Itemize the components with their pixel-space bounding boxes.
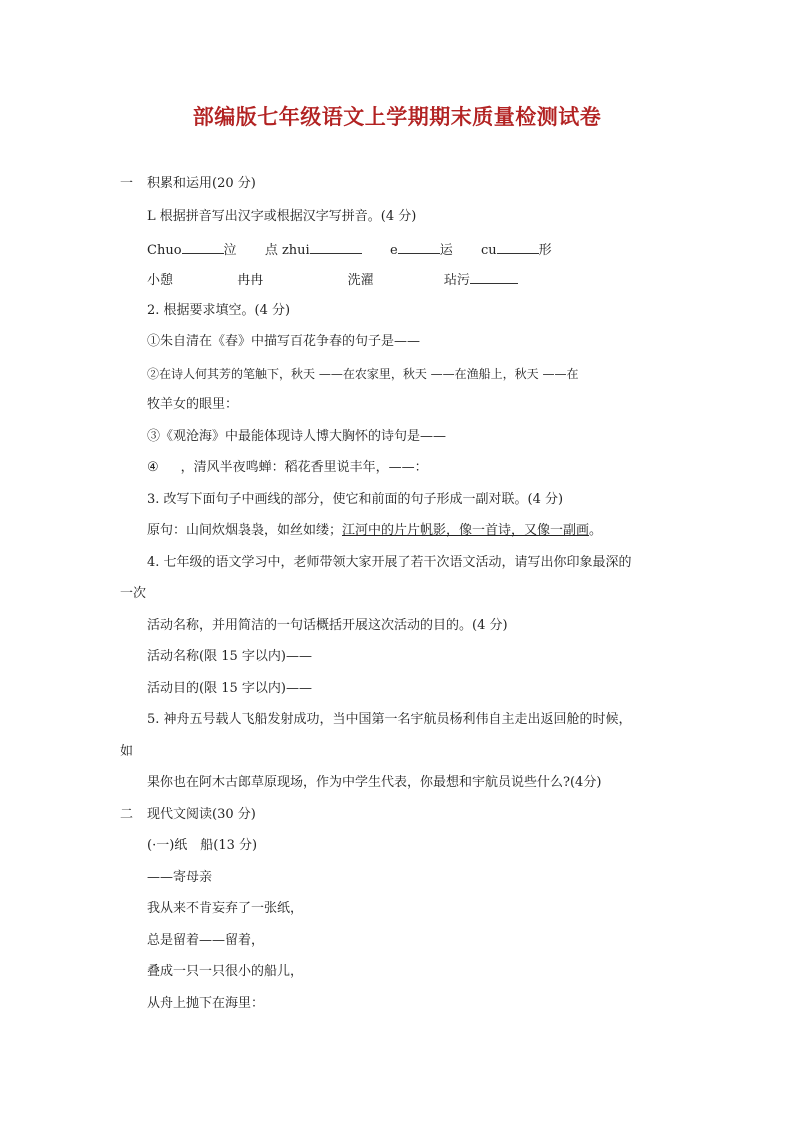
q2-item-2-cont: 牧羊女的眼里：	[147, 397, 239, 412]
q5-stem: 5. 神舟五号载人飞船发射成功，当中国第一名宇航员杨利伟自主走出返回舱的时候，	[147, 712, 632, 727]
q2-stem: 2. 根据要求填空。(4 分)	[147, 303, 291, 318]
pinyin-item: 泣	[223, 243, 237, 258]
section-number: 二	[120, 807, 134, 822]
answer-blank[interactable]	[310, 240, 362, 254]
hanzi-item: 玷污	[443, 273, 470, 288]
q2-item-2: ②在诗人何其芳的笔触下，秋天 ——在农家里，秋天 ——在渔船上，秋天 ——在	[147, 367, 579, 381]
poem-line: 总是留着——留着，	[147, 933, 265, 948]
q2-item-1: ①朱自清在《春》中描写百花争春的句子是——	[147, 334, 421, 349]
underlined-text: 江河中的片片帆影，像一首诗，又像一副画	[342, 523, 590, 538]
poem-line: 叠成一只一只很小的船儿，	[147, 964, 304, 979]
q1-pinyin-row	[147, 240, 552, 260]
section-label: 现代文阅读(30 分)	[147, 807, 256, 822]
answer-blank[interactable]	[182, 240, 224, 254]
q1-hanzi-row	[147, 270, 518, 290]
item-number: ④	[147, 460, 159, 475]
hanzi-item: 冉冉	[237, 273, 264, 288]
q1-stem: L 根据拼音写出汉字或根据汉字写拼音。(4 分)	[147, 209, 417, 224]
pinyin-item: Chuo	[147, 243, 182, 258]
hanzi-item: 小憩	[147, 273, 174, 288]
answer-blank[interactable]	[398, 240, 440, 254]
section-number: 一	[120, 176, 134, 191]
pinyin-item: e	[390, 243, 398, 258]
q4-line-2: 活动名称，并用简洁的一句话概括开展这次活动的目的。(4 分)	[147, 618, 508, 633]
section-label: 积累和运用(20 分)	[147, 176, 256, 191]
original-text-end: 。	[589, 523, 603, 538]
item-text: ，清风半夜鸣蝉：稻花香里说丰年，——：	[180, 460, 428, 475]
section-2-heading	[120, 806, 256, 824]
q4-stem: 4. 七年级的语文学习中，老师带领大家开展了若干次语文活动，请写出你印象最深的	[147, 555, 632, 570]
q2-item-4	[147, 459, 428, 477]
pinyin-item: cu	[481, 243, 497, 258]
poem-line: 从舟上抛下在海里：	[147, 996, 265, 1011]
section-1-heading	[120, 175, 256, 193]
hanzi-item: 洗濯	[347, 273, 374, 288]
pinyin-item: 运	[439, 243, 453, 258]
poem-heading: (·一)纸 船(13 分)	[147, 838, 258, 853]
poem-subtitle: ——寄母亲	[147, 870, 213, 885]
q5-line-2: 果你也在阿木古郎草原现场，作为中学生代表，你最想和宇航员说些什么?(4分)	[147, 775, 602, 790]
q3-stem: 3. 改写下面句子中画线的部分，使它和前面的句子形成一副对联。(4 分)	[147, 492, 564, 507]
q2-item-3: ③《观沧海》中最能体现诗人博大胸怀的诗句是——	[147, 429, 447, 444]
q4-stem-wrap: 一次	[120, 586, 147, 601]
original-text: 原句：山间炊烟袅袅，如丝如缕；	[147, 523, 343, 538]
answer-blank[interactable]	[470, 270, 518, 284]
page-title: 部编版七年级语文上学期期末质量检测试卷	[192, 104, 602, 129]
pinyin-item: 点 zhui	[264, 243, 310, 258]
q4-activity-purpose: 活动目的(限 15 字以内)——	[147, 681, 312, 696]
answer-blank[interactable]	[497, 240, 539, 254]
poem-line: 我从来不肯妄弃了一张纸，	[147, 901, 304, 916]
q4-activity-name: 活动名称(限 15 字以内)——	[147, 649, 312, 664]
pinyin-item: 形	[538, 243, 552, 258]
q5-stem-wrap: 如	[120, 744, 134, 759]
q3-original	[147, 522, 602, 540]
